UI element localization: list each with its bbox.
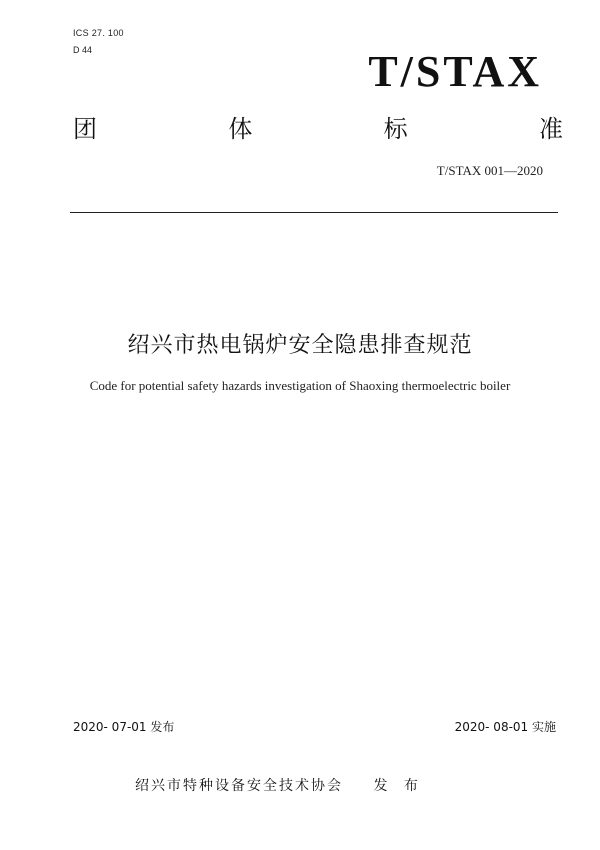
ics-code: ICS 27. 100 [73, 28, 124, 38]
document-title-chinese: 绍兴市热电锅炉安全隐患排查规范 [127, 333, 473, 358]
publish-label: 发 布 [373, 778, 424, 794]
header-divider [70, 212, 558, 213]
standard-brand-logo: T/STAX [368, 47, 542, 96]
publisher-name: 绍兴市特种设备安全技术协会 [135, 778, 343, 794]
standard-type-char: 体 [228, 115, 253, 143]
publisher-line [135, 775, 424, 795]
standard-type-char: 准 [538, 115, 563, 143]
standard-type-char: 团 [73, 115, 97, 143]
implementation-date: 2020- 08-01 实施 [454, 720, 556, 734]
standard-number: T/STAX 001—2020 [436, 163, 543, 178]
standard-type-heading [73, 117, 563, 141]
standard-type-char: 标 [383, 115, 408, 143]
issue-date: 2020- 07-01 发布 [73, 720, 175, 734]
ccs-code: D 44 [73, 45, 93, 55]
document-title-english: Code for potential safety hazards investigation of Shaoxing thermoelectric boiler [89, 378, 511, 393]
